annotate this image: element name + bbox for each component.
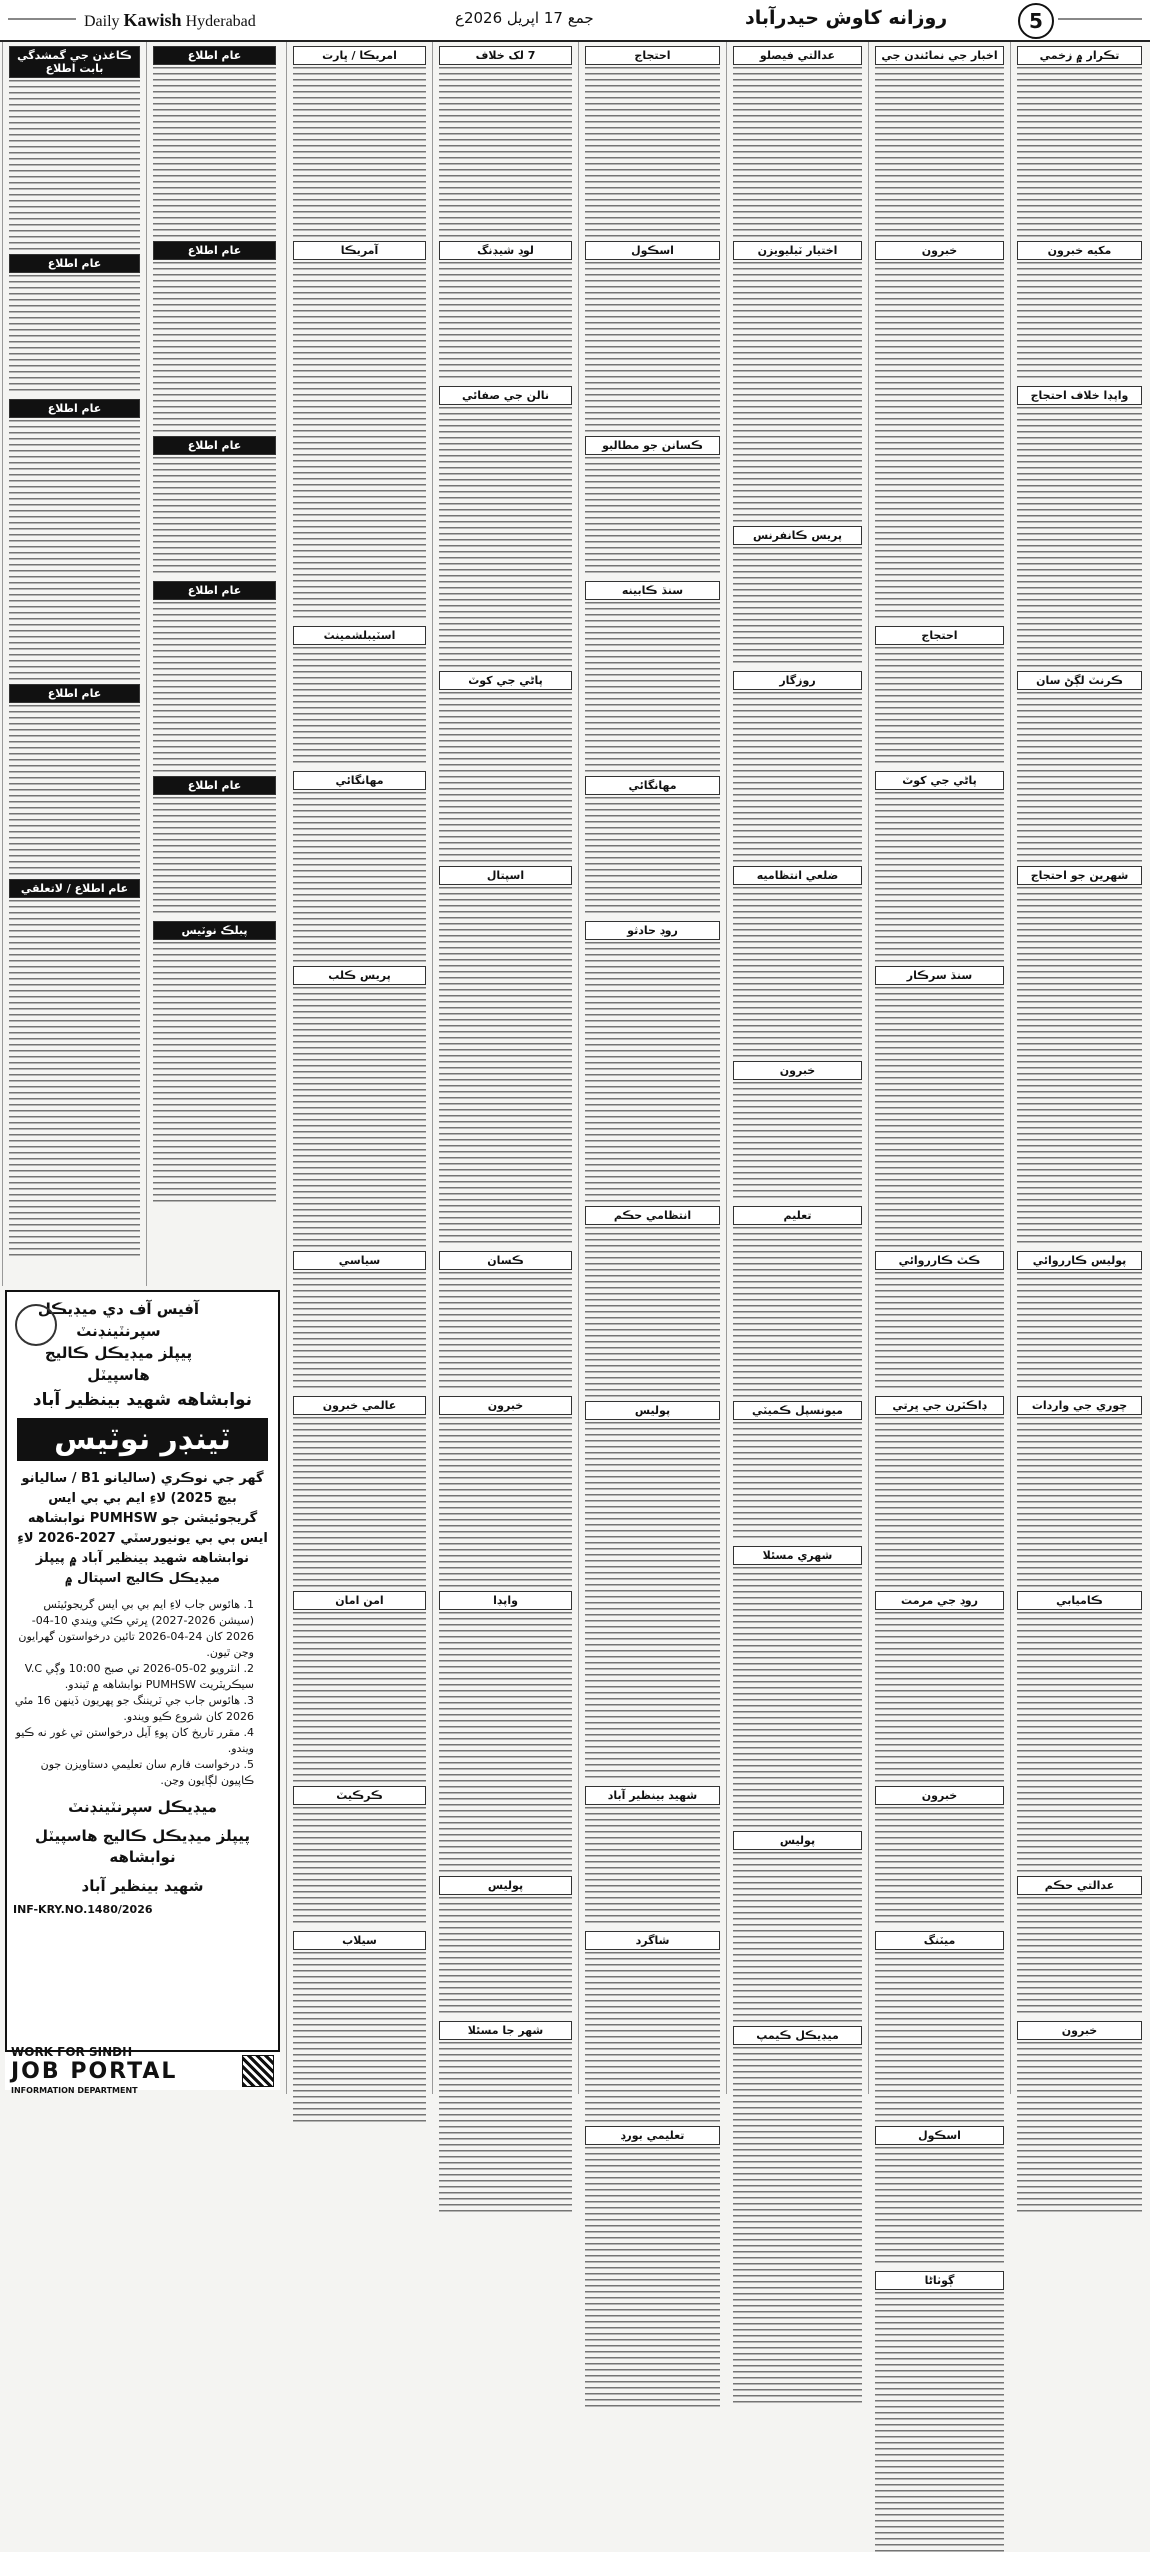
article-headline: سنڌ سرڪار [875, 966, 1004, 985]
article-headline: شهيد بينظير آباد [585, 1786, 720, 1805]
article-block [731, 526, 864, 667]
tender-footer-line2: پيپلز ميڊيڪل ڪاليج هاسپيٽل نوابشاهه [34, 1827, 251, 1866]
article-block [731, 2026, 864, 2407]
article-headline: 7 لک خلاف [439, 46, 572, 65]
article-body-text [733, 692, 862, 862]
article-body-text [733, 1227, 862, 1397]
article-block [583, 776, 722, 917]
article-headline: احتجاج [875, 626, 1004, 645]
article-block [437, 1251, 574, 1392]
article-block [291, 1251, 428, 1392]
tender-notice [5, 1290, 280, 2090]
article-body-text [439, 692, 572, 862]
article-headline: ڊاڪٽرن جي ڀرتي [875, 1396, 1004, 1415]
article-block [151, 46, 278, 237]
article-block [1015, 241, 1144, 382]
article-headline: سنڌ ڪابينه [585, 581, 720, 600]
article-body-text [9, 705, 140, 875]
article-headline: ڪاغذن جي گمشدگي بابت اطلاع [9, 46, 140, 78]
article-block [583, 1786, 722, 1927]
article-headline: اسٽيبلشمينٽ [293, 626, 426, 645]
article-headline: اختيار ٽيليويزن [733, 241, 862, 260]
qr-code-icon [242, 2055, 274, 2087]
article-body-text [585, 67, 720, 237]
article-body-text [293, 1272, 426, 1392]
article-body-text [733, 1082, 862, 1202]
tender-item: 1. هائوس جاب لاءِ ايم بي بي ايس گريجوئيٽس (سيشن 2026-2027) ڀرتي ڪئي ويندي 10-04-2026 کان 24-04-2026 تائين درخواستون گهرايون وڃن ٿيون. [18, 1598, 254, 1659]
article-headline: روڊ جي مرمت [875, 1591, 1004, 1610]
article-headline: شاگرد [585, 1931, 720, 1950]
tender-title: ٽينڊر نوٽيس [17, 1418, 268, 1461]
news-column-5 [432, 42, 578, 2094]
article-block [1015, 1876, 1144, 2017]
article-body-text [1017, 2042, 1142, 2212]
article-block [1015, 866, 1144, 1247]
masthead-english [84, 10, 256, 31]
tender-footer-line3: شهيد بينظير آباد [81, 1877, 204, 1895]
article-block [583, 1931, 722, 2122]
article-body-text [153, 602, 276, 772]
article-body-text [153, 262, 276, 432]
tender-office-line3: نوابشاهه شهيد بينظير آباد [32, 1390, 253, 1410]
article-body-text [293, 1952, 426, 2122]
article-headline: روڊ حادثو [585, 921, 720, 940]
article-block [7, 46, 142, 250]
article-headline: شهري مسئلا [733, 1546, 862, 1565]
article-headline: پوليس ڪارروائي [1017, 1251, 1142, 1270]
paper-name-sindhi: روزانه کاوش حيدرآباد [745, 7, 948, 29]
article-block [7, 254, 142, 395]
article-body-text [875, 1417, 1004, 1587]
article-body-text [733, 1422, 862, 1542]
article-body-text [585, 457, 720, 577]
article-headline: پاڻي جي کوٽ [439, 671, 572, 690]
article-headline: امريڪا / ڀارت [293, 46, 426, 65]
news-column-4 [578, 42, 726, 2142]
article-body-text [293, 792, 426, 962]
page-number: 5 [1018, 3, 1054, 39]
article-headline: اسڪول [875, 2126, 1004, 2145]
article-headline: مهانگائي [293, 771, 426, 790]
article-block [731, 241, 864, 522]
article-body-text [585, 602, 720, 772]
tender-item: 3. هائوس جاب جي ٽريننگ جو پهريون ڏينهن 16 مئي 2026 کان شروع ڪيو ويندو. [14, 1694, 254, 1723]
article-body-text [439, 407, 572, 667]
article-block [151, 921, 278, 1202]
tender-footer-line1: ميڊيڪل سپرنٽينڊنٽ [68, 1798, 217, 1816]
article-body-text [439, 2042, 572, 2212]
article-block [873, 626, 1006, 767]
article-block [583, 921, 722, 1202]
article-block [291, 966, 428, 1247]
article-headline: لوڊ شيڊنگ [439, 241, 572, 260]
article-block [873, 46, 1006, 237]
article-headline: ڪسانن جو مطالبو [585, 436, 720, 455]
article-body-text [875, 792, 1004, 962]
article-body-text [1017, 1272, 1142, 1392]
article-block [583, 436, 722, 577]
article-headline: خبرون [875, 1786, 1004, 1805]
article-block [291, 771, 428, 962]
article-block [873, 1931, 1006, 2122]
article-body-text [153, 942, 276, 1202]
article-block [1015, 46, 1144, 237]
job-portal-line2: JOB PORTAL [11, 2058, 178, 2084]
university-seal-icon [15, 1304, 57, 1346]
article-headline: سيلاب [293, 1931, 426, 1950]
article-body-text [439, 1612, 572, 1872]
article-body-text [733, 262, 862, 522]
article-headline: انتظامي حڪم [585, 1206, 720, 1225]
article-block [583, 241, 722, 432]
article-headline: پريس ڪلب [293, 966, 426, 985]
article-headline: پريس ڪانفرنس [733, 526, 862, 545]
article-headline: مکيه خبرون [1017, 241, 1142, 260]
article-block [291, 241, 428, 622]
article-headline: عدالتي فيصلو [733, 46, 862, 65]
article-headline: عام اطلاع [9, 684, 140, 703]
article-body-text [9, 420, 140, 680]
article-headline: اخبار جي نمائندن جي [875, 46, 1004, 65]
article-body-text [1017, 262, 1142, 382]
article-headline: احتجاج [585, 46, 720, 65]
notices-column-a [146, 42, 282, 1286]
article-block [291, 1786, 428, 1927]
article-body-text [875, 67, 1004, 237]
article-body-text [733, 2047, 862, 2407]
article-headline: تعليمي بورڊ [585, 2126, 720, 2145]
article-headline: سياسي [293, 1251, 426, 1270]
article-block [731, 46, 864, 237]
article-block [437, 1591, 574, 1872]
article-block [437, 386, 574, 667]
article-headline: عام اطلاع [9, 399, 140, 418]
article-block [873, 1396, 1006, 1587]
article-body-text [9, 275, 140, 395]
article-block [1015, 671, 1144, 862]
article-body-text [153, 797, 276, 917]
article-body-text [875, 987, 1004, 1247]
article-body-text [293, 987, 426, 1247]
article-headline: خبرون [1017, 2021, 1142, 2040]
article-block [731, 1546, 864, 1827]
article-body-text [293, 1417, 426, 1587]
article-block [873, 2126, 1006, 2267]
issue-date: جمع 17 اپریل 2026ع [455, 9, 594, 27]
article-block [437, 866, 574, 1247]
article-body-text [439, 887, 572, 1247]
tender-item: 2. انٽرويو 02-05-2026 تي صبح 10:00 وڳي V.C سيڪريٽريٽ PUMHSW نوابشاهه ۾ ٿيندو. [24, 1662, 254, 1691]
article-headline: ڪٽ ڪارروائي [875, 1251, 1004, 1270]
article-block [437, 46, 574, 237]
article-block [291, 626, 428, 767]
article-headline: پاڻي جي کوٽ [875, 771, 1004, 790]
tender-reference: INF-KRY.NO.1480/2026 [13, 1903, 153, 1916]
article-headline: روزگار [733, 671, 862, 690]
article-headline: ڪسان [439, 1251, 572, 1270]
article-block [873, 1786, 1006, 1927]
article-headline: واپڊا خلاف احتجاج [1017, 386, 1142, 405]
article-block [437, 2021, 574, 2212]
article-body-text [1017, 1612, 1142, 1872]
article-block [731, 1061, 864, 1202]
article-block [583, 1401, 722, 1782]
article-headline: پبلڪ نوٽيس [153, 921, 276, 940]
article-block [1015, 1251, 1144, 1392]
tender-item: 5. درخواست فارم سان تعليمي دستاويزن جون ڪاپيون لڳايون وڃن. [40, 1758, 254, 1787]
masthead-rule-left [8, 18, 76, 20]
job-portal-banner [5, 2044, 280, 2095]
article-body-text [585, 797, 720, 917]
article-headline: اسڪول [585, 241, 720, 260]
article-headline: خبرون [733, 1061, 862, 1080]
article-block [291, 1591, 428, 1782]
article-block [1015, 2021, 1144, 2212]
article-body-text [1017, 67, 1142, 237]
article-body-text [585, 1952, 720, 2122]
article-headline: ميونسپل ڪميٽي [733, 1401, 862, 1420]
tender-item: 4. مقرر تاريخ کان پوءِ آيل درخواستن تي غور نه ڪيو ويندو. [15, 1726, 254, 1755]
article-body-text [439, 1417, 572, 1587]
article-headline: عام اطلاع [153, 241, 276, 260]
article-block [873, 241, 1006, 622]
article-headline: ضلعي انتظاميه [733, 866, 862, 885]
article-body-text [1017, 887, 1142, 1247]
article-body-text [585, 1227, 720, 1397]
article-headline: چوري جي واردات [1017, 1396, 1142, 1415]
article-block [437, 241, 574, 382]
article-body-text [585, 942, 720, 1202]
article-headline: شهرين جو احتجاج [1017, 866, 1142, 885]
article-block [1015, 386, 1144, 667]
article-body-text [1017, 1417, 1142, 1587]
article-body-text [1017, 407, 1142, 667]
article-block [873, 1251, 1006, 1392]
article-block [1015, 1396, 1144, 1587]
article-body-text [9, 900, 140, 1260]
article-headline: عام اطلاع [153, 581, 276, 600]
article-headline: ڪرنٽ لڳڻ سان [1017, 671, 1142, 690]
article-block [7, 399, 142, 680]
article-headline: عام اطلاع [9, 254, 140, 273]
article-headline: مهانگائي [585, 776, 720, 795]
article-headline: ميٽنگ [875, 1931, 1004, 1950]
article-body-text [733, 547, 862, 667]
article-block [873, 1591, 1006, 1782]
article-headline: ڪاميابي [1017, 1591, 1142, 1610]
article-block [151, 436, 278, 577]
article-block [437, 1876, 574, 2017]
article-block [291, 1396, 428, 1587]
article-block [437, 1396, 574, 1587]
article-headline: عام اطلاع [153, 436, 276, 455]
article-headline: پوليس [733, 1831, 862, 1850]
article-headline: پوليس [585, 1401, 720, 1420]
article-headline: نالن جي صفائي [439, 386, 572, 405]
article-headline: خبرون [875, 241, 1004, 260]
article-block [1015, 1591, 1144, 1872]
article-headline: ڳوٺاڻا [875, 2271, 1004, 2290]
news-column-1 [1010, 42, 1148, 2094]
article-block [7, 684, 142, 875]
article-body-text [875, 262, 1004, 622]
article-body-text [733, 67, 862, 237]
article-body-text [875, 1807, 1004, 1927]
tender-office-line1: آفيس آف دي ميڊيڪل سپرنٽينڊنٽ [37, 1300, 200, 1340]
article-headline: عالمي خبرون [293, 1396, 426, 1415]
article-body-text [875, 647, 1004, 767]
article-headline: تڪرار ۾ زخمي [1017, 46, 1142, 65]
article-headline: عام اطلاع [153, 46, 276, 65]
job-portal-line1: WORK FOR SINDH [11, 2044, 133, 2059]
article-headline: ميڊيڪل ڪيمپ [733, 2026, 862, 2045]
article-block [873, 2271, 1006, 2552]
article-block [731, 671, 864, 862]
article-headline: امن امان [293, 1591, 426, 1610]
notices-column-b [2, 42, 146, 1286]
article-body-text [439, 1272, 572, 1392]
article-block [151, 776, 278, 917]
article-body-text [293, 1612, 426, 1782]
article-body-text [439, 262, 572, 382]
article-headline: خبرون [439, 1396, 572, 1415]
article-body-text [439, 1897, 572, 2017]
article-body-text [585, 1422, 720, 1782]
article-headline: پوليس [439, 1876, 572, 1895]
tender-subtitle: گهر جي نوڪري (ساليانو B1 / ساليانو بيچ 2025) لاءِ ايم بي بي ايس گريجوئيشن جو PUMHSW نوابشاهه ايس بي بي يونيورسٽي 2027-2026 لاءِ نوابشاهه شهيد بينظير آباد ۾ پيپلز ميڊيڪل ڪاليج اسپتال ۾ [17, 1471, 268, 1586]
article-body-text [875, 1612, 1004, 1782]
article-block [151, 241, 278, 432]
article-headline: اسپتال [439, 866, 572, 885]
paper-prefix: Daily [84, 13, 120, 30]
article-body-text [875, 1952, 1004, 2122]
article-body-text [733, 1852, 862, 2022]
tender-office-line2: پيپلز ميڊيڪل ڪاليج هاسپيٽل [44, 1344, 193, 1384]
article-body-text [1017, 1897, 1142, 2017]
article-body-text [585, 262, 720, 432]
paper-city-en: Hyderabad [185, 13, 256, 30]
article-block [583, 581, 722, 772]
article-block [583, 2126, 722, 2407]
paper-name-en: Kawish [123, 10, 182, 30]
article-block [731, 866, 864, 1057]
article-headline: عدالتي حڪم [1017, 1876, 1142, 1895]
article-body-text [293, 67, 426, 237]
article-body-text [875, 2292, 1004, 2552]
article-body-text [9, 80, 140, 250]
article-block [873, 966, 1006, 1247]
article-body-text [585, 1807, 720, 1927]
article-body-text [293, 1807, 426, 1927]
news-column-2 [868, 42, 1010, 2287]
article-body-text [153, 67, 276, 237]
article-headline: آمريڪا [293, 241, 426, 260]
article-body-text [1017, 692, 1142, 862]
article-body-text [293, 647, 426, 767]
article-block [151, 581, 278, 772]
job-portal-line3: INFORMATION DEPARTMENT [11, 2085, 138, 2095]
article-block [437, 671, 574, 862]
article-headline: شهر جا مسئلا [439, 2021, 572, 2040]
article-body-text [585, 2147, 720, 2407]
article-block [731, 1206, 864, 1397]
article-body-text [733, 1567, 862, 1827]
news-column-3 [726, 42, 868, 2094]
tender-items [13, 1597, 272, 1789]
article-block [731, 1401, 864, 1542]
article-block [731, 1831, 864, 2022]
article-body-text [439, 67, 572, 237]
article-headline: ڪرڪيٽ [293, 1786, 426, 1805]
article-block [873, 771, 1006, 962]
article-block [291, 46, 428, 237]
article-block [291, 1931, 428, 2122]
news-column-6 [286, 42, 432, 2094]
article-block [583, 1206, 722, 1397]
article-block [583, 46, 722, 237]
masthead-rule-right [1058, 18, 1142, 20]
article-block [7, 879, 142, 1260]
court-notice-column [282, 42, 288, 2094]
article-headline: عام اطلاع / لاتعلقي [9, 879, 140, 898]
article-headline: تعليم [733, 1206, 862, 1225]
article-body-text [153, 457, 276, 577]
article-body-text [733, 887, 862, 1057]
article-body-text [875, 1272, 1004, 1392]
article-body-text [875, 2147, 1004, 2267]
article-headline: عام اطلاع [153, 776, 276, 795]
masthead [0, 0, 1150, 42]
article-body-text [293, 262, 426, 622]
article-headline: واپڊا [439, 1591, 572, 1610]
